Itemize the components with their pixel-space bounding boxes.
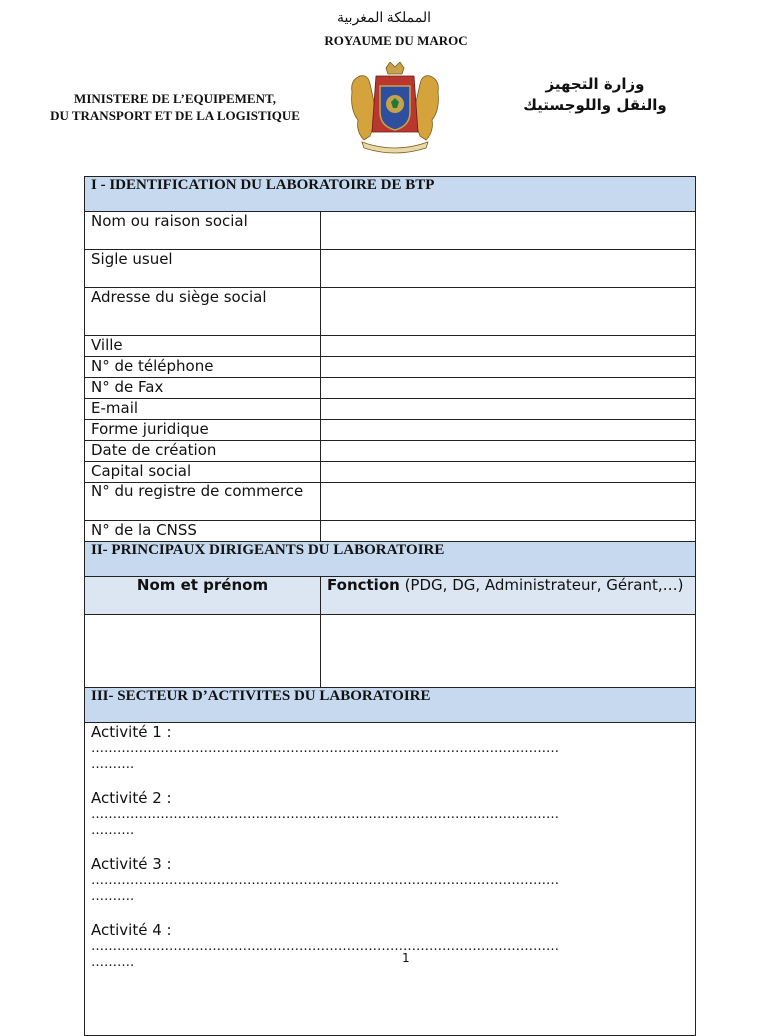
activity-item <box>91 921 689 971</box>
activity-label: Activité 1 : <box>91 723 172 741</box>
field-input-creation-date[interactable] <box>321 441 696 462</box>
ministry-ar-line-2: والنقل واللوجستيك <box>523 96 667 114</box>
activity-item <box>91 789 689 839</box>
field-input-email[interactable] <box>321 399 696 420</box>
activity-dotted-line[interactable]: ……………………………………………………………………………………………… <box>91 873 559 888</box>
section-1-title: I - IDENTIFICATION DU LABORATOIRE DE BTP <box>85 177 696 212</box>
field-label-fax: N° de Fax <box>85 378 321 399</box>
form-row <box>85 378 696 399</box>
section-1-header <box>85 177 696 212</box>
field-input-trade-register[interactable] <box>321 483 696 521</box>
section-2-header <box>85 542 696 577</box>
form-row <box>85 462 696 483</box>
field-label-phone: N° de téléphone <box>85 357 321 378</box>
field-input-capital[interactable] <box>321 462 696 483</box>
royal-coat-of-arms-emblem <box>346 62 444 154</box>
ministry-ar-line-1: وزارة التجهيز <box>545 75 645 93</box>
directors-column-headers <box>85 577 696 615</box>
form-row <box>85 441 696 462</box>
form-row <box>85 212 696 250</box>
form-row <box>85 250 696 288</box>
field-label-creation-date: Date de création <box>85 441 321 462</box>
field-label-email: E-mail <box>85 399 321 420</box>
field-input-address[interactable] <box>321 288 696 336</box>
activity-label: Activité 2 : <box>91 789 172 807</box>
section-2-title: II- PRINCIPAUX DIRIGEANTS DU LABORATOIRE <box>85 542 696 577</box>
field-input-phone[interactable] <box>321 357 696 378</box>
field-input-name[interactable] <box>321 212 696 250</box>
field-label-legal-form: Forme juridique <box>85 420 321 441</box>
laboratory-form-table <box>84 176 696 1036</box>
director-function-input[interactable] <box>321 615 696 688</box>
ministry-name-arabic <box>500 74 690 116</box>
form-row <box>85 288 696 336</box>
field-label-name: Nom ou raison social <box>85 212 321 250</box>
field-label-city: Ville <box>85 336 321 357</box>
kingdom-title-arabic: المملكة المغربية <box>336 11 432 26</box>
field-label-capital: Capital social <box>85 462 321 483</box>
form-row <box>85 483 696 521</box>
field-label-trade-register: N° du registre de commerce <box>85 483 321 521</box>
column-header-name: Nom et prénom <box>85 577 321 615</box>
form-row <box>85 399 696 420</box>
field-input-cnss[interactable] <box>321 521 696 542</box>
field-input-legal-form[interactable] <box>321 420 696 441</box>
kingdom-title-french: ROYAUME DU MAROC <box>324 33 468 48</box>
activity-item <box>91 723 689 773</box>
form-row <box>85 357 696 378</box>
activity-dotted-line-end: ………. <box>91 955 135 970</box>
field-input-city[interactable] <box>321 336 696 357</box>
field-input-fax[interactable] <box>321 378 696 399</box>
section-3-header <box>85 688 696 723</box>
form-row <box>85 521 696 542</box>
activity-label: Activité 3 : <box>91 855 172 873</box>
column-header-function-bold: Fonction <box>327 576 400 594</box>
field-label-address: Adresse du siège social <box>85 288 321 336</box>
field-input-acronym[interactable] <box>321 250 696 288</box>
activities-row <box>85 723 696 1036</box>
form-row <box>85 336 696 357</box>
director-name-input[interactable] <box>85 615 321 688</box>
activity-label: Activité 4 : <box>91 921 172 939</box>
column-header-function-detail: (PDG, DG, Administrateur, Gérant,…) <box>399 576 684 594</box>
section-3-title: III- SECTEUR D’ACTIVITES DU LABORATOIRE <box>85 688 696 723</box>
activity-dotted-line-end: ………. <box>91 823 135 838</box>
activity-dotted-line-end: ………. <box>91 889 135 904</box>
ministry-name-french <box>20 90 330 124</box>
form-row <box>85 420 696 441</box>
column-header-function <box>321 577 696 615</box>
activity-dotted-line[interactable]: ……………………………………………………………………………………………… <box>91 807 559 822</box>
directors-entry-row <box>85 615 696 688</box>
activities-cell[interactable] <box>85 723 696 1036</box>
field-label-acronym: Sigle usuel <box>85 250 321 288</box>
activity-dotted-line[interactable]: ……………………………………………………………………………………………… <box>91 939 559 954</box>
ministry-line-1: MINISTERE DE L’EQUIPEMENT, <box>74 91 276 106</box>
field-label-cnss: N° de la CNSS <box>85 521 321 542</box>
activity-dotted-line-end: ………. <box>91 757 135 772</box>
activity-item <box>91 855 689 905</box>
page-number: 1 <box>402 951 410 965</box>
activity-dotted-line[interactable]: ……………………………………………………………………………………………… <box>91 741 559 756</box>
ministry-line-2: DU TRANSPORT ET DE LA LOGISTIQUE <box>50 108 300 123</box>
